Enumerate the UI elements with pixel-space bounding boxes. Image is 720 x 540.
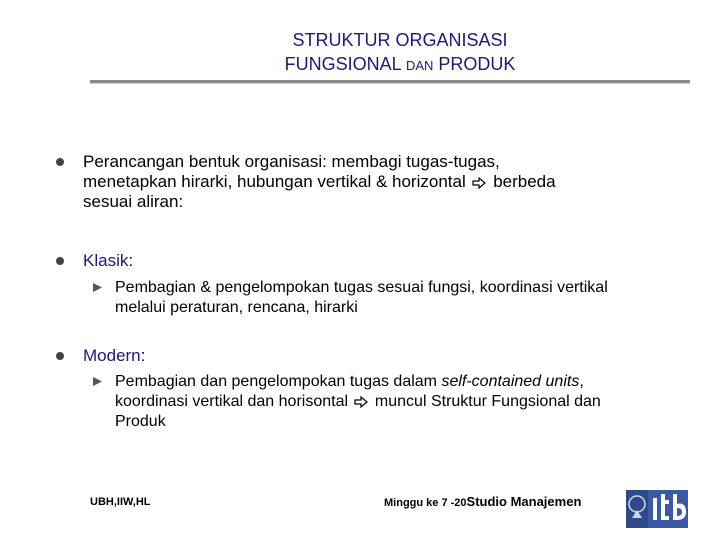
bullet-line-text: menetapkan hirarki, hubungan vertikal & horizontal <box>83 172 466 191</box>
bullet-label: Modern <box>83 346 141 365</box>
bullet-line: sesuai aliran: <box>83 192 184 211</box>
footer-course-name: Studio Manajemen <box>466 494 582 509</box>
title-line-1: STRUKTUR ORGANISASI <box>292 30 508 50</box>
bullet-line <box>83 172 556 192</box>
sub-bullet-text <box>115 278 608 318</box>
footer-authors: UBH,IIW,HL <box>90 496 151 508</box>
bullet-dot-icon <box>56 352 64 360</box>
bullet-dot-icon <box>56 158 64 166</box>
sub-line: Pembagian & pengelompokan tugas sesuai fungsi, koordinasi vertikal <box>115 279 608 296</box>
diamond-bullet-icon <box>93 283 102 292</box>
sub-text: , <box>579 373 584 390</box>
sub-text: koordinasi vertikal dan horisontal <box>115 393 349 410</box>
bullet-line-text: berbeda <box>493 172 556 191</box>
diamond-bullet-icon <box>93 377 102 386</box>
sub-text-italic: self-contained units <box>441 373 580 390</box>
bullet-suffix: : <box>128 251 134 270</box>
bullet-text <box>83 152 556 212</box>
slide-title <box>200 28 600 78</box>
title-part: FUNGSIONAL <box>284 54 406 74</box>
sub-text: muncul Struktur Fungsional dan <box>374 393 601 410</box>
sub-bullet-text <box>115 372 601 432</box>
title-part: PRODUK <box>433 54 516 74</box>
sub-line <box>115 392 601 412</box>
bullet-line: Perancangan bentuk organisasi: membagi tugas-tugas, <box>83 152 500 171</box>
footer-course <box>384 494 581 509</box>
sub-line: Produk <box>115 413 166 430</box>
title-part-small: DAN <box>405 58 434 73</box>
bullet-dot-icon <box>56 257 64 265</box>
arrow-right-icon <box>354 396 368 408</box>
title-divider <box>90 80 690 83</box>
arrow-right-icon <box>472 177 486 189</box>
title-line-2 <box>200 52 600 78</box>
bullet-text <box>83 346 145 366</box>
bullet-label: Klasik <box>83 251 129 270</box>
sub-line: melalui peraturan, rencana, hirarki <box>115 299 358 316</box>
bullet-suffix: : <box>140 346 146 365</box>
bullet-text <box>83 251 133 271</box>
sub-text: Pembagian dan pengelompokan tugas dalam <box>115 373 442 390</box>
footer-week: Minggu ke 7 -20 <box>384 497 467 509</box>
itb-logo-icon <box>626 490 688 528</box>
sub-line <box>115 372 601 392</box>
